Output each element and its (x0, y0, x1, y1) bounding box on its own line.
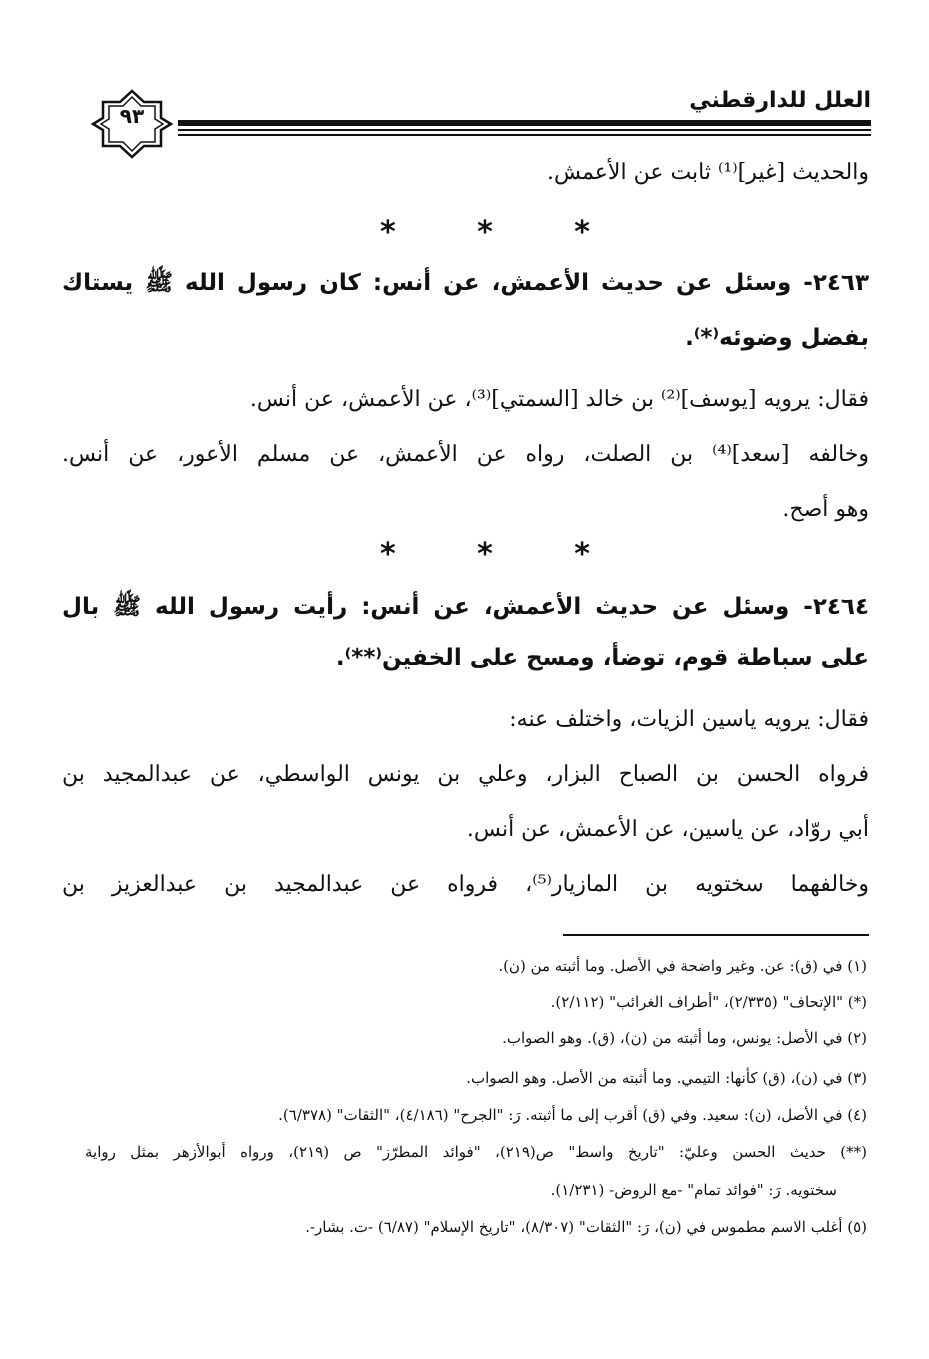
footnote: (**) حديث الحسن وعليّ: "تاريخ واسط" ص(٢١٩)، "فوائد المطرّز" ص (٢١٩)، ورواه أبوالأزهر بمثل رواية (85, 1143, 868, 1161)
section-separator (380, 537, 590, 572)
separator-star: * (477, 537, 493, 572)
body-line: وخالفه [سعد]⁽⁴⁾ بن الصلت، رواه عن الأعمش، عن مسلم الأعور، عن أنس. (62, 442, 869, 467)
entry-heading-2464-cont: على سباطة قوم، توضأ، ومسح على الخفين⁽**⁾. (335, 645, 869, 671)
entry-heading-2463: ٢٤٦٣- وسئل عن حديث الأعمش، عن أنس: كان رسول الله ﷺ يستاك (62, 270, 869, 296)
body-line: أبي روّاد، عن ياسين، عن الأعمش، عن أنس. (466, 817, 869, 842)
running-title: العلل للدارقطني (689, 88, 871, 113)
header-rule-thin (178, 134, 871, 136)
separator-star: * (477, 215, 493, 250)
footnote: (٥) أغلب الاسم مطموس في (ن)، رَ: "الثقات" (٨/٣٠٧)، "تاريخ الإسلام" (٦/٨٧) -ت. بشار-. (305, 1218, 867, 1236)
body-line: فقال: يرويه ياسين الزيات، واختلف عنه: (509, 707, 869, 732)
footnote: (٤) في الأصل، (ن): سعيد. وفي (ق) أقرب إلى ما أثبته. رَ: "الجرح" (٤/١٨٦)، "الثقات" (٦/٣٧٨). (278, 1106, 867, 1124)
section-separator (380, 215, 590, 250)
entry-heading-2463-cont: بفضل وضوئه⁽*⁾. (685, 325, 869, 351)
separator-star: * (574, 537, 590, 572)
separator-star: * (380, 537, 396, 572)
footnote-continuation: سختويه. رَ: "فوائد تمام" -مع الروض- (١/٢٣١). (550, 1181, 837, 1199)
body-line: وهو أصح. (782, 497, 869, 522)
body-line: فرواه الحسن بن الصباح البزار، وعلي بن يونس الواسطي، عن عبدالمجيد بن (62, 762, 869, 787)
body-line: والحديث [غير]⁽¹⁾ ثابت عن الأعمش. (547, 160, 869, 185)
header-rule-thick (178, 120, 871, 126)
footnote: (٣) في (ن)، (ق) كأنها: التيمي. وما أثبته من الأصل. وهو الصواب. (466, 1069, 867, 1087)
footnote: (٢) في الأصل: يونس، وما أثبته من (ن)، (ق). وهو الصواب. (502, 1029, 867, 1047)
body-line: فقال: يرويه [يوسف]⁽²⁾ بن خالد [السمتي]⁽³⁾، عن الأعمش، عن أنس. (249, 387, 869, 412)
footnote-separator (563, 934, 869, 936)
separator-star: * (574, 215, 590, 250)
header-rule-thin (178, 129, 871, 131)
page-number: ٩٣ (119, 104, 145, 128)
footnote: (*) "الإتحاف" (٢/٣٣٥)، "أطراف الغرائب" (٢/١١٢). (550, 993, 867, 1011)
body-line: وخالفهما سختويه بن المازيار⁽⁵⁾، فرواه عن عبدالمجيد بن عبدالعزيز بن (62, 872, 869, 897)
separator-star: * (380, 215, 396, 250)
footnote: (١) في (ق): عن. وغير واضحة في الأصل. وما أثبته من (ن). (498, 957, 867, 975)
entry-heading-2464: ٢٤٦٤- وسئل عن حديث الأعمش، عن أنس: رأيت رسول الله ﷺ بال (62, 594, 869, 620)
